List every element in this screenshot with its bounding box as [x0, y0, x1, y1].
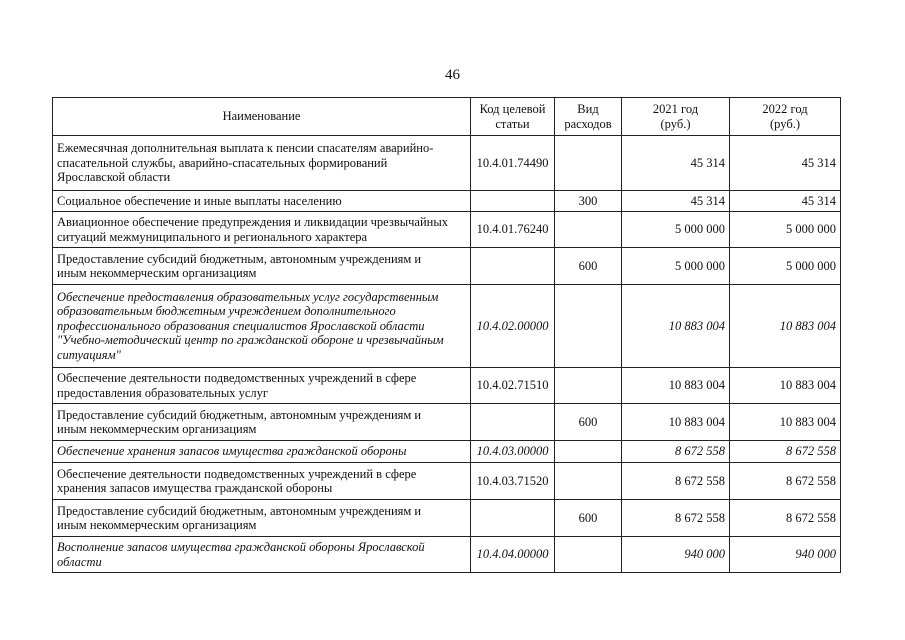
cell-2022: 10 883 004 [730, 404, 841, 441]
cell-name-line: предоставления образовательных услуг [57, 385, 269, 400]
cell-2021: 8 672 558 [622, 441, 730, 463]
cell-code: 10.4.01.74490 [471, 136, 555, 191]
cell-name-line: Предоставление субсидий бюджетным, автономным учреждениям и [57, 503, 422, 518]
cell-name-line: области [57, 554, 102, 569]
cell-name-line: ситуациям" [57, 347, 121, 362]
header-2021-line-1: 2021 год [652, 102, 699, 117]
cell-code [471, 248, 555, 285]
table-row [53, 404, 841, 441]
cell-name-line: Ярославской области [57, 170, 171, 185]
cell-kind [555, 537, 622, 573]
cell-2021: 10 883 004 [622, 368, 730, 404]
cell-name-line: спасательной службы, аварийно-спасательных формирований [57, 155, 388, 170]
table-row [53, 368, 841, 404]
cell-code: 10.4.02.00000 [471, 285, 555, 368]
table-row [53, 191, 841, 212]
cell-name-line: Предоставление субсидий бюджетным, автономным учреждениям и [57, 407, 422, 422]
cell-name [53, 212, 471, 248]
header-2021 [622, 98, 730, 136]
cell-2021: 10 883 004 [622, 285, 730, 368]
cell-2021: 5 000 000 [622, 248, 730, 285]
cell-name [53, 537, 471, 573]
cell-name-line: Предоставление субсидий бюджетным, автономным учреждениям и [57, 251, 422, 266]
budget-table [52, 97, 841, 573]
cell-name [53, 463, 471, 500]
cell-2022: 5 000 000 [730, 212, 841, 248]
cell-kind: 600 [555, 248, 622, 285]
cell-kind [555, 441, 622, 463]
cell-name [53, 404, 471, 441]
header-code-line-1: Код целевой [479, 102, 546, 117]
cell-kind [555, 368, 622, 404]
header-name [53, 98, 471, 136]
cell-name [53, 500, 471, 537]
cell-name-line: Ежемесячная дополнительная выплата к пенсии спасателям аварийно- [57, 141, 434, 156]
cell-name-line: Восполнение запасов имущества гражданской обороны Ярославской [57, 540, 425, 555]
cell-2022: 10 883 004 [730, 368, 841, 404]
cell-2022: 8 672 558 [730, 500, 841, 537]
cell-code: 10.4.01.76240 [471, 212, 555, 248]
cell-name-line: иным некоммерческим организациям [57, 422, 257, 436]
cell-2021: 45 314 [622, 191, 730, 212]
header-name-label: Наименование [222, 109, 301, 124]
cell-name [53, 191, 471, 212]
cell-name-line: Обеспечение хранения запасов имущества гражданской обороны [57, 444, 407, 459]
cell-name [53, 368, 471, 404]
header-kind-line-1: Вид [577, 102, 599, 117]
page-number: 46 [445, 67, 460, 83]
cell-kind [555, 136, 622, 191]
cell-2022: 45 314 [730, 136, 841, 191]
cell-code [471, 500, 555, 537]
cell-name-line: профессионального образования специалистов Ярославской области [57, 318, 425, 333]
cell-2022: 8 672 558 [730, 463, 841, 500]
cell-2022: 940 000 [730, 537, 841, 573]
table-row [53, 463, 841, 500]
header-2022-line-2: (руб.) [770, 116, 800, 131]
cell-code: 10.4.03.71520 [471, 463, 555, 500]
table-row [53, 212, 841, 248]
cell-code: 10.4.04.00000 [471, 537, 555, 573]
header-2021-line-2: (руб.) [660, 116, 691, 131]
cell-name [53, 441, 471, 463]
header-code-line-2: статьи [495, 116, 530, 131]
cell-name-line: образовательным бюджетным учреждением дополнительного [57, 304, 396, 319]
cell-2022: 5 000 000 [730, 248, 841, 285]
cell-name-line: "Учебно-методический центр по гражданской обороне и чрезвычайным [57, 333, 444, 348]
cell-name-line: ситуаций межмуниципального и регионального характера [57, 229, 368, 244]
cell-2022: 10 883 004 [730, 285, 841, 368]
header-code [471, 98, 555, 136]
table-row [53, 248, 841, 285]
cell-name-line: Социальное обеспечение и иные выплаты населению [57, 193, 342, 208]
cell-name-line: иным некоммерческим организациям [57, 266, 257, 280]
table-row [53, 285, 841, 368]
cell-name [53, 136, 471, 191]
cell-2021: 10 883 004 [622, 404, 730, 441]
cell-code [471, 191, 555, 212]
cell-2022: 8 672 558 [730, 441, 841, 463]
header-2022-line-1: 2022 год [762, 102, 808, 117]
cell-name-line: Обеспечение предоставления образовательных услуг государственным [57, 289, 439, 304]
cell-code [471, 404, 555, 441]
cell-kind: 600 [555, 500, 622, 537]
cell-2021: 45 314 [622, 136, 730, 191]
cell-name [53, 248, 471, 285]
cell-kind [555, 212, 622, 248]
cell-kind [555, 463, 622, 500]
table-body [53, 136, 841, 573]
header-2022 [730, 98, 841, 136]
cell-2021: 940 000 [622, 537, 730, 573]
cell-code: 10.4.03.00000 [471, 441, 555, 463]
cell-name-line: иным некоммерческим организациям [57, 518, 257, 532]
cell-name [53, 285, 471, 368]
table-row [53, 500, 841, 537]
cell-name-line: Обеспечение деятельности подведомственных учреждений в сфере [57, 466, 417, 481]
cell-2021: 8 672 558 [622, 500, 730, 537]
table-header-row [53, 98, 841, 136]
cell-code: 10.4.02.71510 [471, 368, 555, 404]
header-kind-line-2: расходов [564, 116, 612, 131]
cell-name-line: хранения запасов имущества гражданской обороны [57, 481, 333, 495]
table-row [53, 537, 841, 573]
cell-name-line: Обеспечение деятельности подведомственных учреждений в сфере [57, 371, 417, 386]
cell-2021: 5 000 000 [622, 212, 730, 248]
cell-2022: 45 314 [730, 191, 841, 212]
cell-2021: 8 672 558 [622, 463, 730, 500]
table-row [53, 441, 841, 463]
cell-kind: 600 [555, 404, 622, 441]
header-kind [555, 98, 622, 136]
cell-name-line: Авиационное обеспечение предупреждения и ликвидации чрезвычайных [57, 215, 448, 230]
table-row [53, 136, 841, 191]
cell-kind: 300 [555, 191, 622, 212]
cell-kind [555, 285, 622, 368]
